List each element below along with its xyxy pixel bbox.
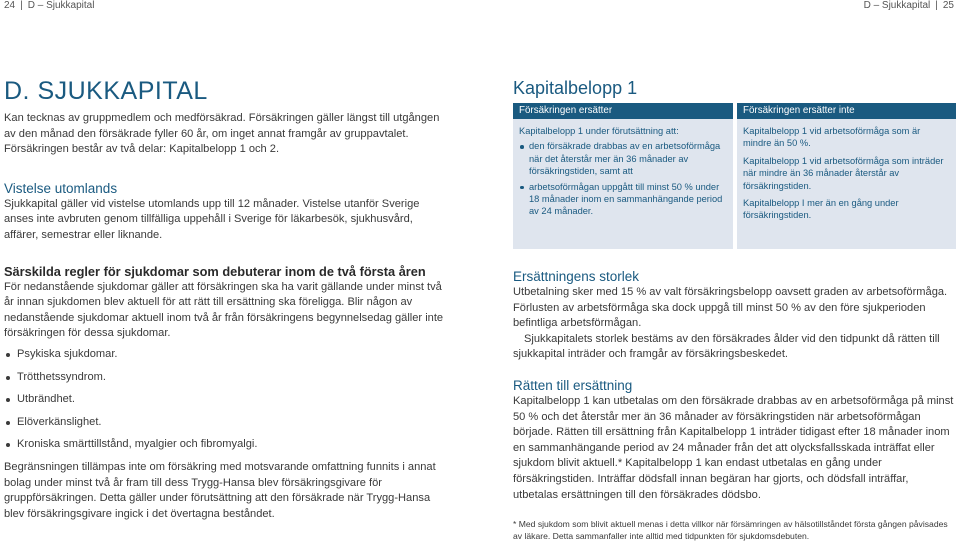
special-rules-paragraph: För nedanstående sjukdomar gäller att försäkringen ska ha varit gällande under minst två år innan sjukdomen blev aktuell för att rätt till ersättning ska föreligga. Blir någon av nedanstående sjukdomar aktuell inom två år från försäkringens begynnelsedag gäller inte försäkringen för dessa sjukdomar. xyxy=(4,280,444,340)
page-title: D. SJUKKAPITAL xyxy=(4,77,208,105)
bullet-icon xyxy=(6,421,10,425)
intro-paragraph: Kan tecknas av gruppmedlem och medförsäkrad. Försäkringen gäller längst till utgången av den månad den försäkrade fyller 60 år, om inget annat framgår av gruppavtalet. Försäkringen består av två delar: Kapitalbelopp 1 och 2. xyxy=(4,112,440,156)
list-item: Utbrändhet. xyxy=(4,392,444,408)
page-number-left: 24 xyxy=(4,0,16,11)
abroad-paragraph: Sjukkapital gäller vid vistelse utomlands upp till 12 månader. Vistelse utanför Sverige anses inte avbruten genom tillfälliga uppehåll i Sverige för läkarbesök, sjukhusvård, affärer, semestrar eller liknande. xyxy=(4,197,420,241)
excludes-item: Kapitalbelopp I mer än en gång under försäkringstiden. xyxy=(743,198,899,221)
covers-header: Försäkringen ersätter xyxy=(513,103,733,119)
bullet-icon xyxy=(6,398,10,402)
page-header-left: 24 | D – Sjukkapital xyxy=(4,0,95,11)
bullet-icon xyxy=(6,443,10,447)
excludes-column xyxy=(737,103,956,249)
list-item: den försäkrade drabbas av en arbetsoförmåga när det återstår mer än 36 månader av försäkringstiden, samt att xyxy=(519,140,727,177)
size-heading: Ersättningens storlek xyxy=(513,269,640,284)
page-header-right: D – Sjukkapital | 25 xyxy=(863,0,954,11)
covers-column xyxy=(513,103,733,249)
list-item: Kroniska smärttillstånd, myalgier och fibromyalgi. xyxy=(4,437,444,453)
limitation-paragraph: Begränsningen tillämpas inte om försäkring med motsvarande omfattning funnits i annat bolag under minst två år fram till dess Trygg-Hansa blev försäkringsgivare för gruppförsäkringen. Detta gäller under förutsättning att den försäkrade när Trygg-Hansa blev försäkringsgivare ingick i det övertagna beståndet. xyxy=(4,460,436,520)
covers-lead: Kapitalbelopp 1 under förutsättning att: xyxy=(519,126,679,136)
footnote: * Med sjukdom som blivit aktuell menas i detta villkor när försämringen av hälsotillståndet första gången påvisades av läkare. Detta sammanfaller inte alltid med tidpunkten för sjukdomsdebuten. xyxy=(513,519,948,541)
section-label-right: D – Sjukkapital xyxy=(863,0,931,11)
bullet-icon xyxy=(520,145,524,149)
disease-list xyxy=(4,347,444,453)
right-to-compensation-paragraph: Kapitalbelopp 1 kan utbetalas om den försäkrade drabbas av en arbetsoförmåga på minst 50 % och det återstår mer än 36 månader av försäkringstiden när arbetsoförmågan började. Rätten till ersättning från Kapitalbelopp 1 inträder tidigast efter 18 månader inom en sammanhängande period av 24 månader från det att olycksfallsskada inträffat eller sjukdom blivit aktuell.* Kapitalbelopp 1 kan endast utbetalas en gång under försäkringstiden. Inträffar dödsfall innan begäran har gjorts, och dödsfall inträffar, utbetalas ersättningen till den försäkrades dödsbo. xyxy=(513,394,954,501)
right-to-compensation-heading: Rätten till ersättning xyxy=(513,377,633,393)
coverage-table xyxy=(513,103,956,249)
list-item: arbetsoförmågan uppgått till minst 50 % under 18 månader inom en sammanhängande period av 24 månader. xyxy=(519,181,727,218)
bullet-icon xyxy=(6,376,10,380)
page-number-right: 25 xyxy=(942,0,954,11)
excludes-item: Kapitalbelopp 1 vid arbetsoförmåga som inträder när mindre än 36 månader återstår av försäkringstiden. xyxy=(743,155,944,191)
list-item: Elöverkänslighet. xyxy=(4,415,444,431)
covers-list xyxy=(519,140,727,217)
abroad-heading: Vistelse utomlands xyxy=(4,180,118,196)
kapitalbelopp-title: Kapitalbelopp 1 xyxy=(513,78,638,98)
list-item: Psykiska sjukdomar. xyxy=(4,347,444,363)
right-column xyxy=(513,78,956,542)
section-label-left: D – Sjukkapital xyxy=(27,0,95,11)
special-rules-heading: Särskilda regler för sjukdomar som debuterar inom de två första åren xyxy=(4,263,426,279)
bullet-icon xyxy=(6,353,10,357)
size-paragraph-2: Sjukkapitalets storlek bestäms av den försäkrades ålder vid den tidpunkt då rätten till sjukkapital inträder och framgår av försäkringsbeskedet. xyxy=(513,332,940,361)
excludes-header: Försäkringen ersätter inte xyxy=(737,103,956,119)
list-item: Trötthetssyndrom. xyxy=(4,370,444,386)
excludes-item: Kapitalbelopp 1 vid arbetsoförmåga som är mindre än 50 %. xyxy=(743,126,921,149)
left-column xyxy=(4,78,444,522)
bullet-icon xyxy=(520,186,524,190)
size-paragraph: Utbetalning sker med 15 % av valt försäkringsbelopp oavsett graden av arbetsoförmåga. Förlusten av arbetsförmåga ska dock uppgå till minst 50 % av den före sjukperioden befintliga arbetsförmågan. xyxy=(513,286,948,330)
